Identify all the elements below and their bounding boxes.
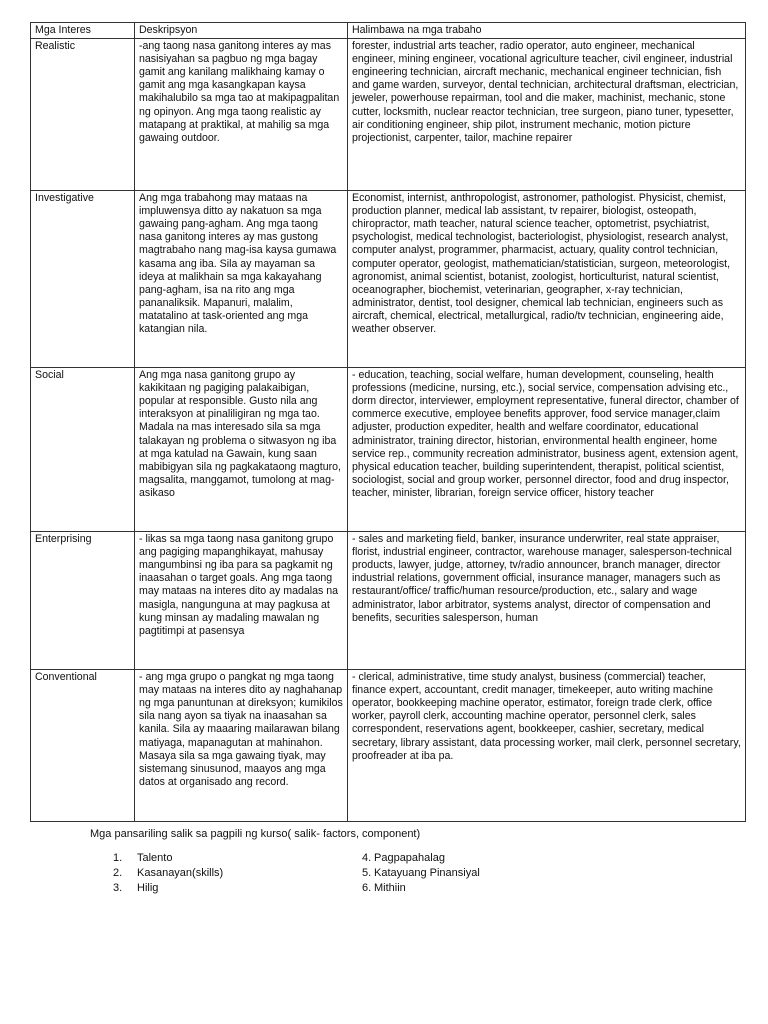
- category-cell: Social: [31, 368, 135, 532]
- table-row-investigative: [31, 191, 746, 368]
- description-cell: Ang mga nasa ganitong grupo ay kakikitaan ng pagiging palakaibigan, popular at responsible. Gusto nila ang interaksyon at pinaliligiran ng mga tao. Madala na mas interesado sila sa mga talakayan ng problema o sitwasyon ng iba at mga katulad na Gawain, kung saan mabibigyan sila ng pagkakataong magturo, magsalita, manggamot, tumolong at mag-asikaso: [135, 368, 348, 532]
- examples-cell: forester, industrial arts teacher, radio operator, auto engineer, mechanical engineer, mining engineer, vocational agriculture teacher, civil engineer, industrial engineering technician, aircraft mechanic, mechanical engineer technician, fish and game warden, surveyor, dental technician, architectural draftsman, electrician, jeweler, powerhouse repairman, tool and die maker, machinist, mechanic, stone cutter, locksmith, nuclear reactor technician, tree surgeon, piano tuner, typesetter, air conditioning engineer, ship pilot, instrument mechanic, motion picture projectionist, carpenter, tailor, machine repairer: [348, 39, 746, 191]
- list-label: Kasanayan(skills): [137, 867, 224, 880]
- category-cell: Enterprising: [31, 532, 135, 670]
- table-row-enterprising: [31, 532, 746, 670]
- header-description: Deskripsyon: [135, 23, 348, 39]
- examples-cell: - education, teaching, social welfare, human development, counseling, health professions (medicine, nursing, etc.), social service, compensation advising etc., dorm director, interviewer, employment representative, funeral director, chamber of commerce executive, employee benefits approver, food service manager,claim adjuster, production expediter, health and welfare coordinator, educational administrator, training director, historian, environmental health engineer, home service rep., community recreation administrator, business agent, extension agent, physical education teacher, building superintendent, therapist, political scientist, sociologist, social and group worker, personnel director, food and drug inspector, teacher, minister, librarian, foreign service officer, history teacher: [348, 368, 746, 532]
- list-item: [113, 851, 223, 866]
- list-label: Mithiin: [374, 882, 406, 895]
- list-number: 3.: [113, 882, 123, 895]
- list-item: [113, 881, 223, 896]
- factors-heading: Mga pansariling salik sa pagpili ng kurso( salik- factors, component): [90, 828, 421, 840]
- category-cell: Conventional: [31, 670, 135, 822]
- list-number: 5.: [362, 867, 372, 880]
- list-number: 1.: [113, 852, 123, 864]
- header-interest: Mga Interes: [31, 23, 135, 39]
- list-label: Katayuang Pinansiyal: [374, 867, 480, 880]
- list-number: 6.: [362, 882, 372, 895]
- factor-list-right: [362, 851, 480, 897]
- list-number: 2.: [113, 867, 123, 880]
- description-cell: - likas sa mga taong nasa ganitong grupo ang pagiging mapanghikayat, mahusay mangumbinsi ng iba para sa pagkamit ng inaasahan o target goals. Ang mga taong may mataas na interes dito ay madalas na masigla, nangunguna at may pagkusa at kung minsan ay madaling mawalan ng pagtitimpi at pasensya: [135, 532, 348, 670]
- list-item: [362, 851, 480, 866]
- category-cell: Investigative: [31, 191, 135, 368]
- description-cell: - ang mga grupo o pangkat ng mga taong may mataas na interes dito ay naghahanap ng mga panuntunan at direksyon; kumikilos sila nang ayon sa tiyak na inaasahan sa kanila. Sila ay maaaring mailarawan bilang matiyaga, mapanagutan at mahinahon. Masaya sila sa mga gawaing tiyak, may sistemang sinusunod, maayos ang mga datos at organisado ang record.: [135, 670, 348, 822]
- interests-table: [30, 22, 746, 822]
- examples-cell: - clerical, administrative, time study analyst, business (commercial) teacher, finance expert, accountant, credit manager, timekeeper, auto writing machine operator, bookkeeping machine operator, estimator, foreign trade clerk, office worker, payroll clerk, accounting machine operator, personnel clerk, sales correspondent, reservations agent, bookkeeper, cashier, secretary, medical secretary, library assistant, data processing worker, mail clerk, personnel secretary, proofreader at iba pa.: [348, 670, 746, 822]
- header-examples: Halimbawa na mga trabaho: [348, 23, 746, 39]
- examples-cell: Economist, internist, anthropologist, astronomer, pathologist. Physicist, chemist, production planner, medical lab assistant, tv repairer, biologist, osteopath, chiropractor, math teacher, natural science teacher, optometrist, psychiatrist, psychologist, medical technologist, bacteriologist, physiologist, research analyst, computer analyst, programmer, pharmacist, actuary, quality control technician, computer operator, geologist, mathematician/statistician, surgeon, meteorologist, agronomist, animal scientist, botanist, zoologist, horticulturist, natural scientist, oceanographer, biochemist, veterinarian, geographer, x-ray technician, administrator, dentist, tool designer, chemical lab technician, engineers such as aircraft, chemical, electrical, metallurgical, radio/tv technician, engineering aide, weather observer.: [348, 191, 746, 368]
- list-item: [113, 866, 223, 881]
- factor-list-left: [113, 851, 223, 897]
- examples-cell: - sales and marketing field, banker, insurance underwriter, real state appraiser, florist, industrial engineer, contractor, warehouse manager, salesperson-technical products, lawyer, judge, attorney, tv/radio announcer, branch manager, director industrial relations, government official, insurance manager, managers such as restaurant/office/ traffic/human resource/production, etc., salary and wage administrator, labor arbitrator, systems analyst, director of compensation and benefits, securities salesperson, human: [348, 532, 746, 670]
- category-cell: Realistic: [31, 39, 135, 191]
- list-item: [362, 881, 480, 896]
- list-label: Talento: [137, 852, 173, 864]
- table-row-social: [31, 368, 746, 532]
- description-cell: -ang taong nasa ganitong interes ay mas nasisiyahan sa pagbuo ng mga bagay gamit ang kanilang malikhaing kamay o gamit ang mga kasangkapan kaysa makihalubilo sa mga tao at makipagpalitan ng opinyon. Ang mga taong realistic ay matapang at praktikal, at mahilig sa mga gawaing outdoor.: [135, 39, 348, 191]
- list-label: Hilig: [137, 882, 159, 895]
- table-row-realistic: [31, 39, 746, 191]
- table-header-row: [31, 23, 746, 39]
- list-item: [362, 866, 480, 881]
- description-cell: Ang mga trabahong may mataas na impluwensya ditto ay nakatuon sa mga gawaing pang-agham. Ang mga taong nasa ganitong interes ay mas gustong magtrabaho nang mag-isa kaysa gumawa kasama ang iba. Sila ay mayaman sa ideya at malikhain sa mga kakayahang pang-agham, isa na rito ang mga pananaliksik. Mapanuri, malalim, matatalino at task-oriented ang mga katangian nila.: [135, 191, 348, 368]
- table-row-conventional: [31, 670, 746, 822]
- list-label: Pagpapahalag: [374, 852, 445, 864]
- list-number: 4.: [362, 852, 372, 864]
